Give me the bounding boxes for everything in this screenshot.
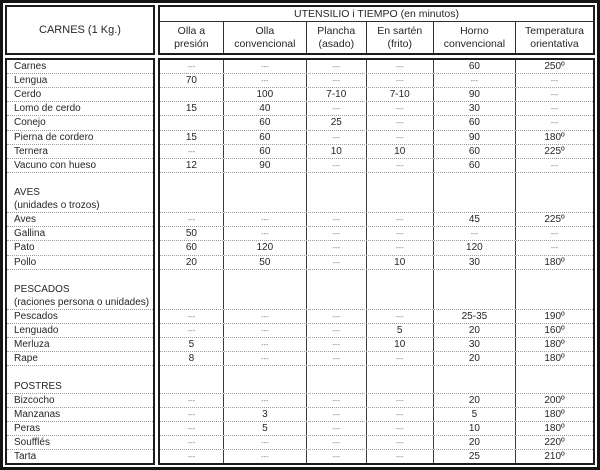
column-headers (160, 22, 593, 53)
row-label: Rape (7, 352, 153, 366)
value-cell: --- (306, 102, 366, 115)
value-cell: --- (187, 326, 196, 336)
row-label: Lomo de cerdo (7, 102, 153, 116)
value-cell: --- (306, 310, 366, 323)
value-cell: --- (306, 450, 366, 463)
column-header: Horno convencional (433, 22, 515, 53)
value-cell (223, 296, 306, 309)
value-cell (223, 173, 306, 186)
value-cell: 60 (433, 145, 515, 158)
column-header: Plancha (asado) (306, 22, 366, 53)
value-cell: --- (187, 395, 196, 405)
value-cell: --- (515, 116, 593, 129)
value-cell: --- (306, 74, 366, 87)
row-label: Cerdo (7, 88, 153, 102)
value-cell: --- (223, 310, 306, 323)
value-cell: --- (223, 60, 306, 73)
value-cell: --- (306, 422, 366, 435)
value-cell (160, 270, 223, 283)
value-cell: --- (187, 146, 196, 156)
table-row (160, 296, 593, 310)
value-cell: 8 (188, 353, 195, 365)
row-label: Manzanas (7, 408, 153, 422)
value-cell: --- (515, 241, 593, 254)
value-cell: 180º (515, 408, 593, 421)
value-cell: 225º (515, 145, 593, 158)
value-cell: 225º (515, 213, 593, 226)
value-cell (223, 199, 306, 212)
table-grid (5, 5, 595, 465)
value-cell (306, 199, 366, 212)
value-cell: 20 (433, 436, 515, 449)
value-cell: 180º (515, 338, 593, 351)
table-row (160, 60, 593, 74)
value-cell: --- (306, 436, 366, 449)
value-cell (160, 296, 223, 309)
value-cell: 70 (185, 75, 197, 87)
row-label: Vacuno con hueso (7, 159, 153, 173)
value-cell: 5 (223, 422, 306, 435)
value-cell: --- (306, 131, 366, 144)
table-row (160, 131, 593, 145)
value-cell: --- (187, 452, 196, 462)
value-cell: 10 (366, 256, 433, 269)
value-cell: --- (366, 159, 433, 172)
row-label: Carnes (7, 60, 153, 74)
value-cell (160, 88, 223, 101)
row-label (7, 173, 153, 186)
value-cell: --- (306, 408, 366, 421)
value-cell (306, 366, 366, 379)
value-cell: --- (515, 227, 593, 240)
value-cell: --- (223, 436, 306, 449)
value-cell (160, 380, 223, 393)
value-cell (433, 366, 515, 379)
value-cell: 7-10 (366, 88, 433, 101)
value-cell: --- (187, 312, 196, 322)
value-cell: --- (187, 423, 196, 433)
value-cell: 60 (223, 116, 306, 129)
value-cell: --- (187, 438, 196, 447)
value-cell (160, 199, 223, 212)
value-cell: --- (366, 436, 433, 449)
value-cell: 5 (188, 339, 195, 351)
table-row (160, 352, 593, 366)
row-label: Soufflés (7, 436, 153, 450)
value-cell: --- (366, 74, 433, 87)
value-cell: 200º (515, 394, 593, 407)
value-cell: 15 (185, 103, 197, 115)
section-label: POSTRES (7, 380, 153, 394)
value-cell: --- (223, 338, 306, 351)
value-cell: --- (366, 60, 433, 73)
value-cell: 180º (515, 256, 593, 269)
value-cell: --- (366, 102, 433, 115)
value-cell (433, 283, 515, 296)
value-cell (306, 270, 366, 283)
table-row (160, 145, 593, 159)
table-row (160, 450, 593, 463)
value-cell: 7-10 (306, 88, 366, 101)
row-label: Peras (7, 422, 153, 436)
value-cell (306, 296, 366, 309)
row-label: Bizcocho (7, 394, 153, 408)
value-cell: --- (515, 88, 593, 101)
value-cell (366, 173, 433, 186)
value-cell: 50 (223, 256, 306, 269)
corner-header-box (5, 5, 155, 55)
utensil-header-box (158, 5, 595, 55)
row-label: Lenguado (7, 324, 153, 338)
value-cell: 120 (223, 241, 306, 254)
row-label: Pescados (7, 310, 153, 324)
value-cell: 60 (433, 159, 515, 172)
value-cell: --- (366, 352, 433, 365)
value-cell: --- (306, 60, 366, 73)
value-cell: --- (366, 131, 433, 144)
value-cell (366, 270, 433, 283)
table-row (160, 283, 593, 296)
value-cell: 40 (223, 102, 306, 115)
value-cell: 25 (306, 116, 366, 129)
value-cell: --- (366, 241, 433, 254)
value-cell: 10 (366, 145, 433, 158)
value-cell (433, 296, 515, 309)
value-cell: 60 (185, 242, 197, 254)
value-cell (433, 380, 515, 393)
value-cell (306, 380, 366, 393)
table-row (160, 380, 593, 394)
row-label (7, 366, 153, 379)
value-cell (366, 283, 433, 296)
value-cell (433, 270, 515, 283)
section-label: AVES (14, 187, 40, 199)
value-cell: 180º (515, 131, 593, 144)
value-cell: 20 (433, 324, 515, 337)
value-cell: 15 (185, 131, 197, 143)
value-cell: --- (223, 227, 306, 240)
value-cell (515, 270, 593, 283)
value-cell: --- (187, 215, 196, 225)
value-cell (306, 186, 366, 199)
value-cell: 10 (433, 422, 515, 435)
value-cell (366, 366, 433, 379)
value-cell: --- (306, 256, 366, 269)
table-row (160, 88, 593, 102)
table-row (160, 116, 593, 130)
value-cell: 10 (306, 145, 366, 158)
section-label: PESCADOS (14, 283, 70, 295)
value-cell: 120 (433, 241, 515, 254)
value-cell: --- (515, 74, 593, 87)
value-cell (306, 173, 366, 186)
value-cell: 250º (515, 60, 593, 73)
value-cell: --- (366, 408, 433, 421)
value-cell: 60 (223, 131, 306, 144)
table-row (160, 186, 593, 199)
value-cell: 190º (515, 310, 593, 323)
value-cell (223, 380, 306, 393)
value-cell: --- (366, 450, 433, 463)
value-cell: --- (187, 62, 196, 72)
value-cell: --- (223, 450, 306, 463)
value-cell (160, 173, 223, 186)
value-cell (515, 173, 593, 186)
table-row (160, 408, 593, 422)
values-grid (158, 58, 595, 465)
value-cell: --- (433, 74, 515, 87)
value-cell: 3 (223, 408, 306, 421)
row-label: Pato (7, 241, 153, 255)
value-cell: --- (366, 213, 433, 226)
column-header: Temperatura orientativa (515, 22, 593, 53)
value-cell: 90 (223, 159, 306, 172)
value-cell: --- (366, 116, 433, 129)
row-label: Tarta (14, 451, 37, 463)
value-cell: --- (306, 159, 366, 172)
value-cell: 60 (433, 60, 515, 73)
corner-title: CARNES (1 Kg.) (39, 24, 121, 36)
value-cell: --- (306, 338, 366, 351)
value-cell: 30 (433, 102, 515, 115)
value-cell: --- (306, 227, 366, 240)
table-row (160, 227, 593, 241)
value-cell: 50 (185, 228, 197, 240)
value-cell (223, 283, 306, 296)
column-header: Olla convencional (223, 22, 306, 53)
value-cell: 60 (223, 145, 306, 158)
value-cell: --- (223, 74, 306, 87)
value-cell: --- (306, 213, 366, 226)
value-cell: 25-35 (433, 310, 515, 323)
value-cell (366, 199, 433, 212)
value-cell: --- (366, 394, 433, 407)
row-label (7, 270, 153, 283)
table-row (160, 213, 593, 227)
value-cell: --- (515, 102, 593, 115)
row-label: Conejo (7, 116, 153, 130)
value-cell (515, 186, 593, 199)
value-cell (366, 380, 433, 393)
value-cell: 220º (515, 436, 593, 449)
value-cell: --- (366, 310, 433, 323)
value-cell: 180º (515, 422, 593, 435)
value-cell: --- (306, 241, 366, 254)
value-cell (306, 283, 366, 296)
value-cell (160, 186, 223, 199)
row-label: Lengua (7, 74, 153, 88)
value-cell (223, 366, 306, 379)
row-label: Aves (7, 213, 153, 227)
header-title: UTENSILIO i TIEMPO (en minutos) (160, 7, 593, 22)
row-label: Merluza (7, 338, 153, 352)
value-cell: 160º (515, 324, 593, 337)
table-row (160, 199, 593, 213)
value-cell: --- (306, 394, 366, 407)
table-row (160, 338, 593, 352)
value-cell (433, 186, 515, 199)
value-cell (223, 186, 306, 199)
value-cell: 20 (433, 352, 515, 365)
value-cell: 5 (433, 408, 515, 421)
table-row (160, 422, 593, 436)
value-cell: 30 (433, 256, 515, 269)
value-cell: 20 (433, 394, 515, 407)
value-cell: --- (433, 227, 515, 240)
table-row (160, 256, 593, 270)
table-row (160, 102, 593, 116)
table-row (160, 436, 593, 450)
value-cell (366, 186, 433, 199)
value-cell (515, 283, 593, 296)
value-cell (160, 366, 223, 379)
value-cell (366, 296, 433, 309)
value-cell: --- (366, 422, 433, 435)
value-cell: --- (306, 352, 366, 365)
value-cell (160, 283, 223, 296)
row-label: (unidades o trozos) (7, 199, 153, 213)
value-cell: 30 (433, 338, 515, 351)
value-cell: 90 (433, 88, 515, 101)
value-cell: --- (223, 324, 306, 337)
value-cell: 10 (366, 338, 433, 351)
value-cell (433, 173, 515, 186)
value-cell: --- (223, 394, 306, 407)
table-row (160, 394, 593, 408)
value-cell: --- (223, 213, 306, 226)
food-names-column (5, 58, 155, 465)
table-row (160, 324, 593, 338)
row-label: Pierna de cordero (7, 131, 153, 145)
table-row (160, 241, 593, 255)
value-cell: 90 (433, 131, 515, 144)
table-row (160, 74, 593, 88)
row-label: Pollo (7, 256, 153, 270)
value-cell: --- (515, 159, 593, 172)
value-cell: --- (187, 409, 196, 419)
value-cell (223, 270, 306, 283)
value-cell (515, 199, 593, 212)
value-cell (515, 380, 593, 393)
value-cell: 210º (515, 450, 593, 463)
value-cell: 12 (185, 159, 197, 171)
table-row (160, 173, 593, 186)
value-cell (160, 116, 223, 129)
value-cell: 180º (515, 352, 593, 365)
row-label: Gallina (7, 227, 153, 241)
row-label: (raciones persona o unidades) (7, 296, 153, 310)
table-row (160, 310, 593, 324)
value-cell: --- (366, 227, 433, 240)
column-header: Olla a presión (174, 24, 209, 50)
table-row (160, 366, 593, 379)
value-cell: 20 (185, 256, 197, 268)
value-cell: --- (306, 324, 366, 337)
table-row (160, 270, 593, 283)
row-label: Ternera (7, 145, 153, 159)
column-header: En sartén (frito) (366, 22, 433, 53)
table-row (160, 159, 593, 173)
value-cell: 100 (223, 88, 306, 101)
value-cell (515, 296, 593, 309)
value-cell: --- (223, 352, 306, 365)
value-cell: 25 (433, 450, 515, 463)
value-cell (433, 199, 515, 212)
value-cell (515, 366, 593, 379)
value-cell: 45 (433, 213, 515, 226)
value-cell: 5 (366, 324, 433, 337)
value-cell: 60 (433, 116, 515, 129)
